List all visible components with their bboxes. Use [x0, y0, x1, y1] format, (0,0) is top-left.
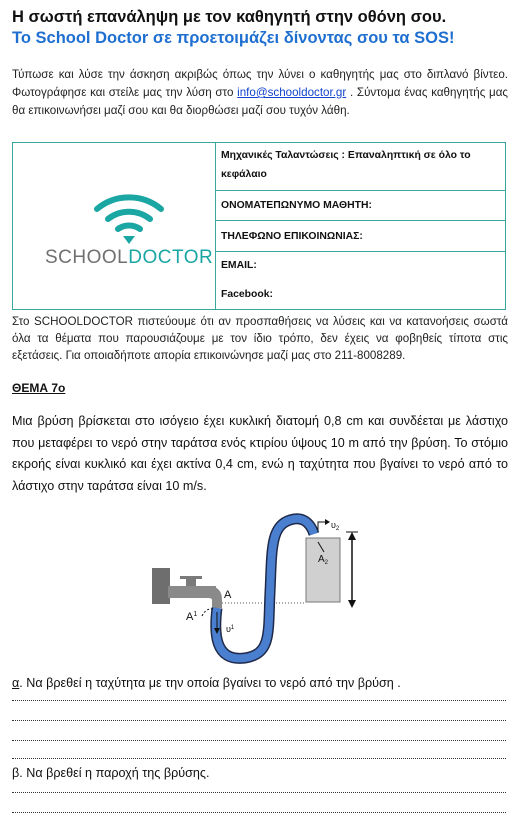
- logo-wordmark: SCHOOLDOCTOR: [45, 247, 214, 268]
- header-subtitle: Το School Doctor σε προετοιμάζει δίνοντας σου τα SOS!: [12, 29, 455, 47]
- phone-field[interactable]: ΤΗΛΕΦΩΝΟ ΕΠΙΚΟΙΝΩΝΙΑΣ:: [216, 221, 506, 251]
- question-b: β. Να βρεθεί η παροχή της βρύσης.: [12, 766, 210, 780]
- label-A2: $A_2$: [318, 554, 329, 566]
- intro-text-part1: Τύπωσε και λύσε την άσκηση ακριβώς όπως την λύνει ο καθηγητής μας στο διπλανό βίντεο. Φωτογράφησε και στείλε μας την λύση στο: [12, 68, 508, 99]
- student-info-table: [12, 142, 506, 310]
- question-a: α. Να βρεθεί η ταχύτητα με την οποία βγαίνει το νερό από την βρύση .: [12, 676, 401, 690]
- problem-heading: ΘΕΜΑ 7ο: [12, 381, 66, 395]
- facebook-field[interactable]: Facebook:: [216, 279, 506, 309]
- answer-line[interactable]: [12, 740, 506, 741]
- label-A1: $A^1$: [186, 611, 198, 623]
- wifi-logo-icon: [13, 143, 215, 309]
- answer-line[interactable]: [12, 720, 506, 721]
- intro-text: [12, 66, 508, 120]
- answer-line[interactable]: [12, 792, 506, 793]
- faucet-spout: [208, 586, 222, 608]
- u2-arrow: [318, 522, 326, 530]
- email-link[interactable]: info@schooldoctor.gr: [237, 86, 347, 99]
- wall: [152, 568, 170, 604]
- student-name-field[interactable]: ΟΝΟΜΑΤΕΠΩΝΥΜΟ ΜΑΘΗΤΗ:: [216, 191, 506, 221]
- label-u1: $\upsilon^1$: [226, 624, 235, 634]
- answer-line[interactable]: [12, 812, 506, 813]
- answer-line[interactable]: [12, 758, 506, 759]
- problem-statement: Μια βρύση βρίσκεται στο ισόγειο έχει κυκλική διατομή 0,8 cm και συνδέεται με λάστιχο που μεταφέρει το νερό στην ταράτσα ενός κτιρίου ύψους 10 m από την βρύση. Το στόμιο εκροής είναι κυκλικό και έχει ακτίνα 0,4 cm, ενώ η ταχύτητα που βγαίνει το νερό από το λάστιχο στην ταράτσα είναι 10 m/s.: [12, 414, 508, 493]
- email-field[interactable]: EMAIL:: [216, 251, 506, 279]
- schooldoctor-logo: [13, 143, 215, 309]
- answer-line[interactable]: [12, 700, 506, 701]
- header-title: Η σωστή επανάληψη με τον καθηγητή στην οθόνη σου.: [12, 8, 447, 26]
- intro-text-part2: . Σύντομα ένας καθηγητής μας θα επικοινωνήσει μαζί σου και θα διορθώσει μαζί σου τυχόν λάθη.: [12, 86, 509, 117]
- label-u2: $\upsilon_2$: [331, 520, 340, 532]
- info-paragraph: Στο SCHOOLDOCTOR πιστεύουμε ότι αν προσπαθήσεις να λύσεις και να κατανοήσεις σωστά όλα τα θέματα που παρουσιάζουμε με τον ίδιο τρόπο, δεν έχεις να φοβηθείς τίποτα στις εξετάσεις. Για οποιαδήποτε απορία επικοινώνησε μαζί μας στο 211-8008289.: [12, 315, 508, 362]
- subject-cell: Μηχανικές Ταλαντώσεις : Επαναληπτική σε όλο το κεφάλαιο: [216, 143, 506, 191]
- faucet-hose-diagram: [150, 512, 370, 668]
- rooftop-tank: [306, 538, 340, 602]
- faucet-handle: [186, 578, 196, 586]
- label-A: A: [224, 589, 232, 601]
- logo-cell: [13, 143, 216, 310]
